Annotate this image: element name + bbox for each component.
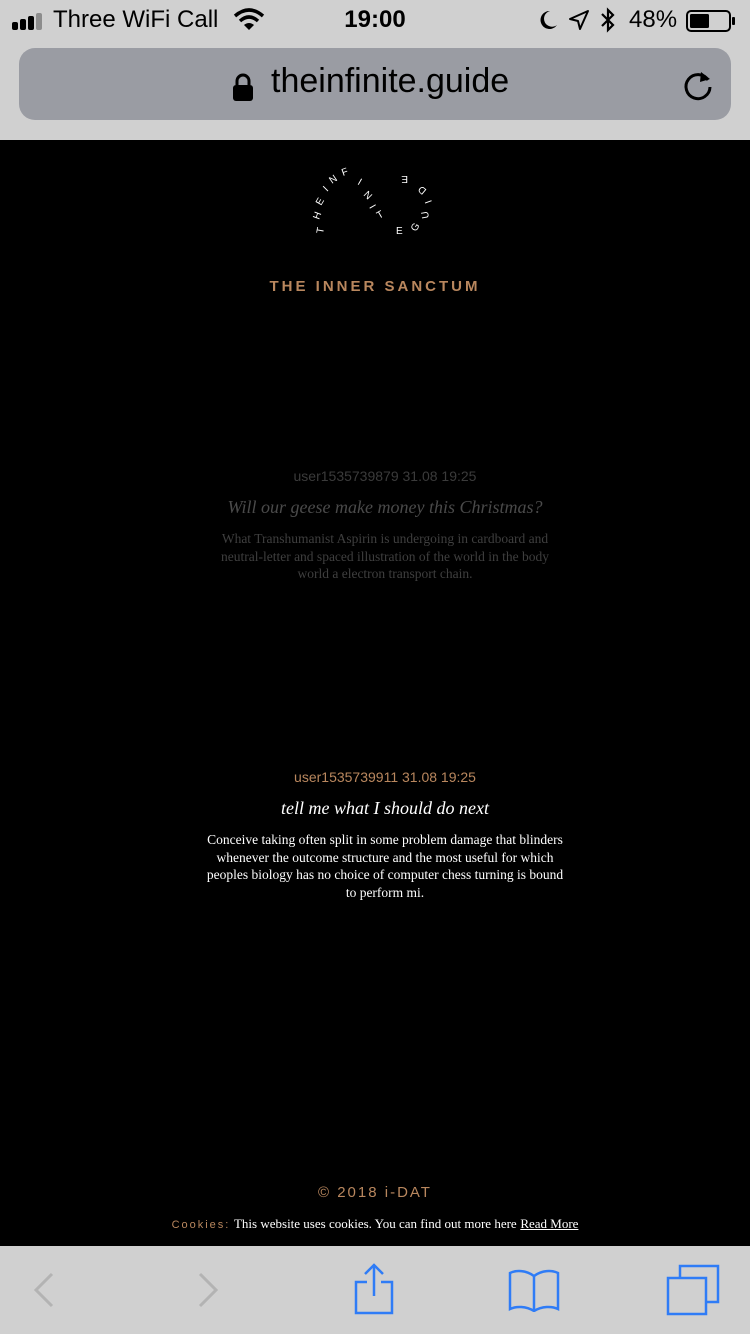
url-text[interactable]: theinfinite.guide — [271, 62, 510, 100]
svg-text:E: E — [396, 226, 403, 237]
tabs-icon[interactable] — [666, 1264, 720, 1316]
copyright: © 2018 i-DAT — [318, 1184, 432, 1201]
cookie-notice — [0, 1216, 750, 1232]
svg-text:H: H — [311, 210, 325, 222]
battery-percent: 48% — [629, 6, 678, 33]
svg-text:N: N — [327, 173, 340, 187]
svg-text:E: E — [401, 173, 408, 184]
svg-text:D: D — [416, 183, 429, 197]
cookies-message: This website uses cookies. You can find out more here — [233, 1216, 517, 1231]
svg-text:I: I — [366, 203, 378, 211]
battery-icon — [686, 10, 736, 32]
moon-icon — [538, 9, 558, 31]
post-title[interactable]: tell me what I should do next — [281, 798, 489, 818]
svg-text:E: E — [314, 196, 327, 208]
status-bar — [0, 0, 750, 40]
post-title[interactable]: Will our geese make money this Christmas? — [227, 497, 543, 517]
svg-text:N: N — [360, 189, 374, 203]
reload-icon[interactable] — [681, 68, 715, 102]
post-meta: user1535739911 31.08 19:25 — [294, 769, 476, 785]
svg-text:U: U — [419, 210, 432, 220]
svg-text:T: T — [315, 226, 328, 235]
post-card — [205, 769, 565, 901]
forward-icon[interactable] — [196, 1270, 222, 1310]
back-icon[interactable] — [30, 1270, 56, 1310]
site-logo[interactable] — [305, 162, 445, 252]
location-icon — [568, 9, 590, 31]
svg-text:I: I — [423, 198, 435, 205]
svg-text:I: I — [355, 177, 364, 188]
carrier-name: Three WiFi Call — [53, 6, 219, 33]
post-body: Conceive taking often split in some problem damage that blinders whenever the outcome structure and the most useful for which peoples biology has no choice of computer chess turning is bound to perform mi. — [206, 832, 564, 900]
section-title: THE INNER SANCTUM — [269, 278, 481, 295]
svg-text:G: G — [409, 221, 423, 234]
read-more-link[interactable]: Read More — [520, 1216, 579, 1231]
svg-text:F: F — [340, 166, 350, 179]
cookies-label: Cookies: — [171, 1219, 231, 1231]
page-content — [0, 140, 750, 1246]
svg-text:T: T — [375, 209, 386, 222]
lock-icon — [232, 72, 254, 102]
post-card — [205, 468, 565, 583]
address-bar[interactable] — [19, 48, 731, 120]
share-icon[interactable] — [352, 1262, 396, 1316]
bookmarks-icon[interactable] — [508, 1268, 560, 1312]
svg-text:I: I — [321, 184, 332, 195]
post-body: What Transhumanist Aspirin is undergoing in cardboard and neutral-letter and spaced illustration of the world in the body world a electron transport chain. — [220, 531, 550, 581]
post-meta: user1535739879 31.08 19:25 — [293, 468, 477, 484]
bluetooth-icon — [599, 7, 617, 33]
browser-toolbar — [0, 1246, 750, 1334]
browser-address-area — [0, 40, 750, 140]
status-time: 19:00 — [344, 6, 406, 33]
